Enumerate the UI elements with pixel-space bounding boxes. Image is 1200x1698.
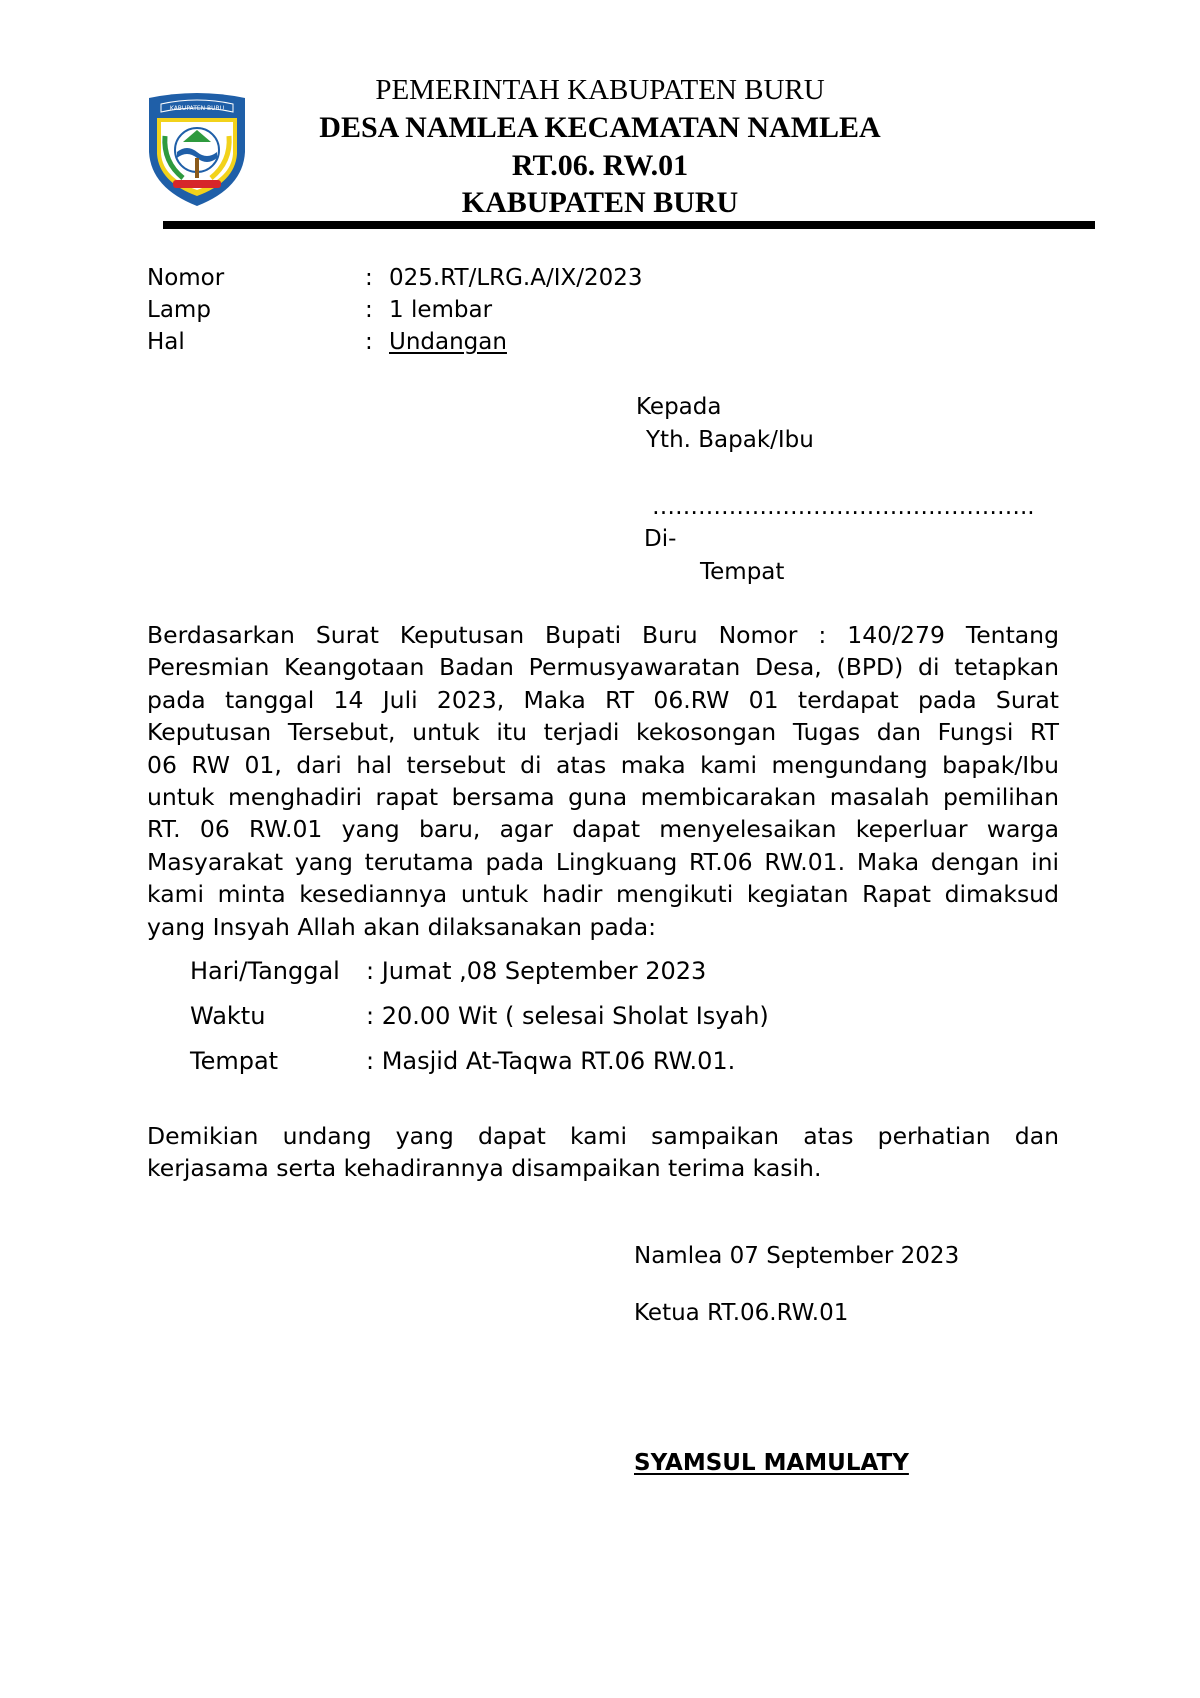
body-line: yang Insyah Allah akan dilaksanakan pada: <box>147 912 657 941</box>
recipient-dots: ………………………………………….. <box>652 494 1035 520</box>
body-line: untuk menghadiri rapat bersama guna membicarakan masalah pemilihan <box>147 782 1059 811</box>
signature-name: SYAMSUL MAMULATY <box>634 1450 909 1476</box>
letterhead-line-3: RT.06. RW.01 <box>511 149 689 182</box>
closing-paragraph <box>147 1120 1059 1185</box>
meta-value-nomor: 025.RT/LRG.A/IX/2023 <box>389 265 643 291</box>
letterhead-line-2: DESA NAMLEA KECAMATAN NAMLEA <box>319 111 881 144</box>
meta-sep: : <box>365 329 373 355</box>
body-line: Keputusan Tersebut, untuk itu terjadi kekosongan Tugas dan Fungsi RT <box>147 718 1059 747</box>
recipient-di: Di- <box>644 526 677 552</box>
meta-sep: : <box>365 297 373 323</box>
meta-sep: : <box>365 265 373 291</box>
recipient-kepada: Kepada <box>636 394 722 420</box>
logo-text: KABUPATEN BURU <box>169 105 225 112</box>
signature-place-date: Namlea 07 September 2023 <box>634 1243 960 1269</box>
event-label-place: Tempat <box>190 1047 279 1075</box>
body-paragraph <box>147 619 1059 943</box>
signature-title: Ketua RT.06.RW.01 <box>634 1300 849 1326</box>
recipient-yth: Yth. Bapak/Ibu <box>646 427 814 453</box>
body-line: Peresmian Keangotaan Badan Permusyawaratan Desa, (BPD) di tetapkan <box>147 653 1059 682</box>
closing-line: kerjasama serta kehadirannya disampaikan terima kasih. <box>147 1154 822 1183</box>
body-line: Masyarakat yang terutama pada Lingkuang RT.06 RW.01. Maka dengan ini <box>147 847 1059 876</box>
letterhead-line-1: PEMERINTAH KABUPATEN BURU <box>375 74 825 106</box>
event-value-date: : Jumat ,08 September 2023 <box>366 957 707 985</box>
closing-line: Demikian undang yang dapat kami sampaikan atas perhatian dan <box>147 1122 1059 1150</box>
regency-logo <box>143 92 251 210</box>
body-line: RT. 06 RW.01 yang baru, agar dapat menyelesaikan keperluar warga <box>147 815 1059 844</box>
letterhead-divider <box>163 221 1095 229</box>
body-line: kami minta kesediannya untuk hadir mengikuti kegiatan Rapat dimaksud <box>147 880 1059 909</box>
meta-value-lamp: 1 lembar <box>389 297 493 323</box>
event-label-time: Waktu <box>190 1002 266 1030</box>
meta-label-nomor: Nomor <box>147 265 225 291</box>
meta-value-hal: Undangan <box>389 329 507 355</box>
event-label-date: Hari/Tanggal <box>190 957 340 985</box>
meta-label-hal: Hal <box>147 329 185 355</box>
body-line: 06 RW 01, dari hal tersebut di atas maka kami mengundang bapak/Ibu <box>147 750 1059 779</box>
event-value-place: : Masjid At-Taqwa RT.06 RW.01. <box>366 1047 736 1075</box>
letterhead-line-4: KABUPATEN BURU <box>461 186 739 219</box>
body-line: Berdasarkan Surat Keputusan Bupati Buru Nomor : 140/279 Tentang <box>147 621 1059 649</box>
recipient-tempat: Tempat <box>700 559 785 585</box>
body-line: pada tanggal 14 Juli 2023, Maka RT 06.RW 01 terdapat pada Surat <box>147 685 1059 714</box>
meta-label-lamp: Lamp <box>147 297 211 323</box>
event-value-time: : 20.00 Wit ( selesai Sholat Isyah) <box>366 1002 769 1030</box>
